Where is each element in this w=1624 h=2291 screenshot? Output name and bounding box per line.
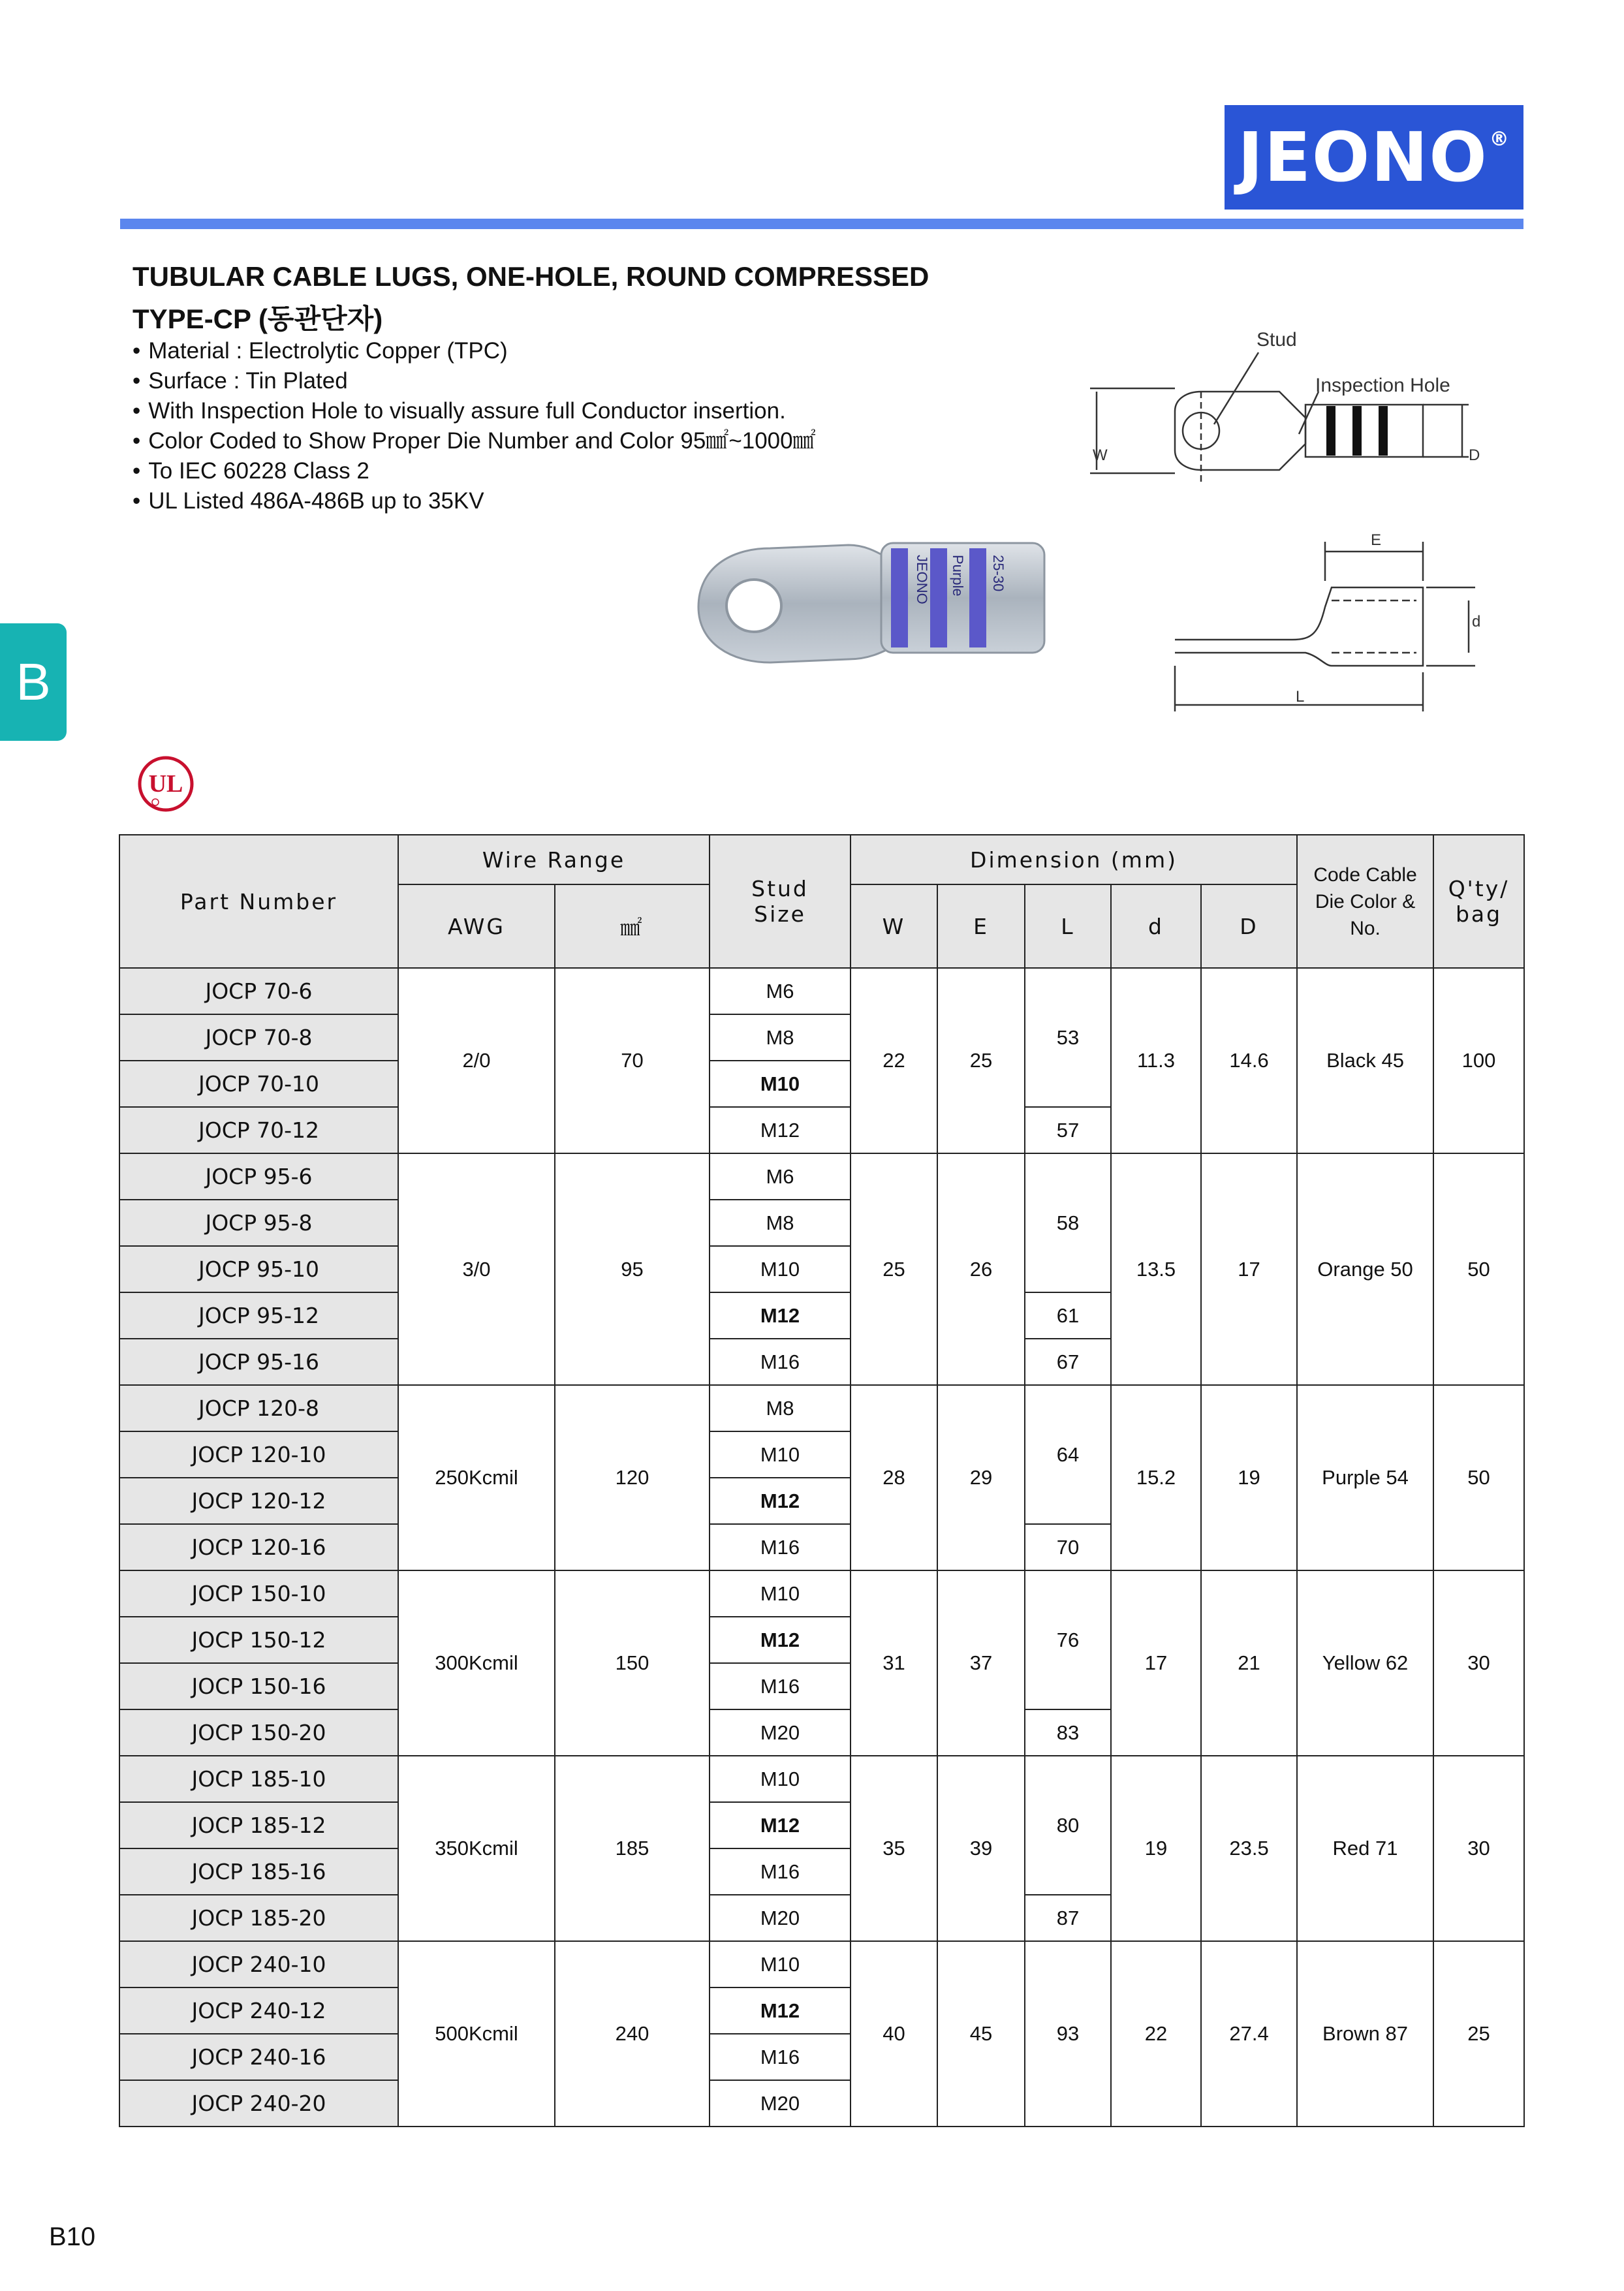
awg-cell: 250Kcmil	[398, 1385, 555, 1570]
qty-cell: 50	[1433, 1153, 1524, 1385]
page-subtitle: TYPE-CP (동관단자)	[133, 304, 383, 334]
stud-cell: M20	[710, 1709, 851, 1756]
part-number-cell: JOCP 70-10	[119, 1061, 398, 1107]
part-number-cell: JOCP 185-12	[119, 1802, 398, 1848]
w-cell: 22	[851, 968, 937, 1153]
header-code-line3: No.	[1350, 917, 1381, 939]
d-big-cell: 14.6	[1201, 968, 1297, 1153]
feature-item: • UL Listed 486A-486B up to 35KV	[133, 486, 816, 516]
feature-item: • With Inspection Hole to visually assure full Conductor insertion.	[133, 396, 816, 426]
d-big-cell: 27.4	[1201, 1941, 1297, 2127]
stud-cell: M12	[710, 1802, 851, 1848]
w-cell: 35	[851, 1756, 937, 1941]
brand-name: JEONO	[1238, 117, 1488, 197]
l-cell: 87	[1025, 1895, 1111, 1941]
part-number-cell: JOCP 240-20	[119, 2080, 398, 2127]
code-cell: Purple 54	[1297, 1385, 1433, 1570]
table-row	[119, 1385, 1524, 1431]
part-number-cell: JOCP 185-10	[119, 1756, 398, 1802]
header-e: E	[937, 884, 1025, 968]
l-label: L	[1296, 688, 1305, 706]
mm2-cell: 70	[555, 968, 710, 1153]
w-cell: 31	[851, 1570, 937, 1756]
e-cell: 29	[937, 1385, 1025, 1570]
part-number-cell: JOCP 185-20	[119, 1895, 398, 1941]
l-cell: 67	[1025, 1339, 1111, 1385]
d-small-cell: 19	[1111, 1756, 1201, 1941]
l-cell: 57	[1025, 1107, 1111, 1153]
awg-cell: 350Kcmil	[398, 1756, 555, 1941]
l-cell: 53	[1025, 968, 1111, 1107]
l-cell: 83	[1025, 1709, 1111, 1756]
w-cell: 25	[851, 1153, 937, 1385]
part-number-cell: JOCP 95-12	[119, 1292, 398, 1339]
stud-cell: M16	[710, 1848, 851, 1895]
header-divider	[120, 219, 1523, 229]
header-code-line2: Die Color &	[1315, 890, 1416, 912]
feature-item: • Material : Electrolytic Copper (TPC)	[133, 336, 816, 366]
header-d-big: D	[1201, 884, 1297, 968]
header-awg: AWG	[398, 884, 555, 968]
part-number-cell: JOCP 120-16	[119, 1524, 398, 1570]
d-small-cell: 17	[1111, 1570, 1201, 1756]
mm2-cell: 95	[555, 1153, 710, 1385]
ul-certification-icon	[136, 754, 196, 817]
l-cell: 70	[1025, 1524, 1111, 1570]
qty-cell: 25	[1433, 1941, 1524, 2127]
photo-size-text: 25-30	[990, 555, 1007, 592]
awg-cell: 500Kcmil	[398, 1941, 555, 2127]
technical-drawing	[1084, 326, 1501, 734]
header-qty-line2: bag	[1455, 901, 1503, 927]
d-lower-label: d	[1472, 613, 1481, 631]
stud-cell: M10	[710, 1570, 851, 1617]
part-number-cell: JOCP 120-10	[119, 1431, 398, 1478]
feature-item: • Surface : Tin Plated	[133, 366, 816, 396]
qty-cell: 30	[1433, 1570, 1524, 1756]
header-l: L	[1025, 884, 1111, 968]
stud-cell: M20	[710, 2080, 851, 2127]
feature-list	[133, 336, 816, 516]
product-photo	[685, 529, 1051, 689]
header-w: W	[851, 884, 937, 968]
w-cell: 28	[851, 1385, 937, 1570]
stud-cell: M10	[710, 1246, 851, 1292]
header-stud-size-line2: Size	[754, 901, 806, 927]
stud-cell: M12	[710, 1617, 851, 1663]
l-cell: 61	[1025, 1292, 1111, 1339]
stud-cell: M16	[710, 2034, 851, 2080]
header-dimension: Dimension (mm)	[851, 835, 1297, 884]
part-number-cell: JOCP 150-10	[119, 1570, 398, 1617]
spec-table	[119, 834, 1525, 2127]
header-code-line1: Code Cable	[1313, 864, 1417, 886]
stud-cell: M8	[710, 1014, 851, 1061]
part-number-cell: JOCP 150-20	[119, 1709, 398, 1756]
stud-cell: M10	[710, 1756, 851, 1802]
mm2-cell: 120	[555, 1385, 710, 1570]
e-label: E	[1371, 531, 1382, 549]
d-big-cell: 17	[1201, 1153, 1297, 1385]
code-cell: Yellow 62	[1297, 1570, 1433, 1756]
qty-cell: 30	[1433, 1756, 1524, 1941]
l-cell: 64	[1025, 1385, 1111, 1524]
stud-cell: M12	[710, 1107, 851, 1153]
stud-cell: M6	[710, 968, 851, 1014]
w-cell: 40	[851, 1941, 937, 2127]
e-cell: 26	[937, 1153, 1025, 1385]
d-small-cell: 11.3	[1111, 968, 1201, 1153]
stud-cell: M10	[710, 1941, 851, 1987]
l-cell: 80	[1025, 1756, 1111, 1895]
stud-cell: M10	[710, 1431, 851, 1478]
qty-cell: 100	[1433, 968, 1524, 1153]
d-small-cell: 22	[1111, 1941, 1201, 2127]
stud-cell: M8	[710, 1200, 851, 1246]
part-number-cell: JOCP 150-16	[119, 1663, 398, 1709]
mm2-cell: 150	[555, 1570, 710, 1756]
e-cell: 45	[937, 1941, 1025, 2127]
header-mm2: ㎟	[555, 884, 710, 968]
d-upper-label: D	[1469, 446, 1480, 464]
d-big-cell: 19	[1201, 1385, 1297, 1570]
qty-cell: 50	[1433, 1385, 1524, 1570]
stud-cell: M8	[710, 1385, 851, 1431]
d-big-cell: 21	[1201, 1570, 1297, 1756]
code-cell: Black 45	[1297, 968, 1433, 1153]
w-label: W	[1093, 446, 1108, 464]
stud-cell: M12	[710, 1478, 851, 1524]
part-number-cell: JOCP 150-12	[119, 1617, 398, 1663]
part-number-cell: JOCP 70-12	[119, 1107, 398, 1153]
header-stud-size	[710, 835, 851, 968]
part-number-cell: JOCP 185-16	[119, 1848, 398, 1895]
awg-cell: 2/0	[398, 968, 555, 1153]
d-small-cell: 15.2	[1111, 1385, 1201, 1570]
l-cell: 93	[1025, 1941, 1111, 2127]
stud-cell: M16	[710, 1339, 851, 1385]
stud-cell: M16	[710, 1524, 851, 1570]
awg-cell: 300Kcmil	[398, 1570, 555, 1756]
stud-cell: M16	[710, 1663, 851, 1709]
stud-cell: M12	[710, 1987, 851, 2034]
e-cell: 39	[937, 1756, 1025, 1941]
header-wire-range: Wire Range	[398, 835, 710, 884]
feature-item: • To IEC 60228 Class 2	[133, 456, 816, 486]
code-cell: Red 71	[1297, 1756, 1433, 1941]
d-big-cell: 23.5	[1201, 1756, 1297, 1941]
l-cell: 58	[1025, 1153, 1111, 1292]
part-number-cell: JOCP 240-12	[119, 1987, 398, 2034]
registered-mark: ®	[1489, 127, 1510, 151]
table-row	[119, 1153, 1524, 1200]
page-number: B10	[49, 2222, 96, 2251]
header-stud-size-line1: Stud	[751, 876, 809, 901]
code-cell: Brown 87	[1297, 1941, 1433, 2127]
part-number-cell: JOCP 120-8	[119, 1385, 398, 1431]
part-number-cell: JOCP 120-12	[119, 1478, 398, 1524]
page-title: TUBULAR CABLE LUGS, ONE-HOLE, ROUND COMPRESSED	[133, 261, 929, 292]
awg-cell: 3/0	[398, 1153, 555, 1385]
header-code-cable	[1297, 835, 1433, 968]
part-number-cell: JOCP 240-10	[119, 1941, 398, 1987]
brand-logo	[1225, 105, 1523, 210]
table-row	[119, 1756, 1524, 1802]
stud-cell: M20	[710, 1895, 851, 1941]
header-qty	[1433, 835, 1524, 968]
part-number-cell: JOCP 95-8	[119, 1200, 398, 1246]
header-d-small: d	[1111, 884, 1201, 968]
part-number-cell: JOCP 70-8	[119, 1014, 398, 1061]
table-row	[119, 1941, 1524, 1987]
photo-brand-text: JEONO	[914, 555, 930, 604]
feature-item: • Color Coded to Show Proper Die Number and Color 95㎟~1000㎟	[133, 426, 816, 456]
e-cell: 25	[937, 968, 1025, 1153]
part-number-cell: JOCP 240-16	[119, 2034, 398, 2080]
mm2-cell: 185	[555, 1756, 710, 1941]
part-number-cell: JOCP 95-16	[119, 1339, 398, 1385]
e-cell: 37	[937, 1570, 1025, 1756]
ul-mark-text: UL	[148, 770, 183, 798]
part-number-cell: JOCP 95-6	[119, 1153, 398, 1200]
d-small-cell: 13.5	[1111, 1153, 1201, 1385]
stud-cell: M6	[710, 1153, 851, 1200]
table-row	[119, 1570, 1524, 1617]
table-row	[119, 968, 1524, 1014]
l-cell: 76	[1025, 1570, 1111, 1709]
section-tab: B	[0, 623, 67, 741]
mm2-cell: 240	[555, 1941, 710, 2127]
part-number-cell: JOCP 70-6	[119, 968, 398, 1014]
photo-color-text: Purple	[950, 555, 966, 597]
part-number-cell: JOCP 95-10	[119, 1246, 398, 1292]
stud-cell: M10	[710, 1061, 851, 1107]
header-part-number: Part Number	[119, 835, 398, 968]
stud-cell: M12	[710, 1292, 851, 1339]
stud-label: Stud	[1257, 329, 1297, 351]
header-qty-line1: Q'ty/	[1448, 876, 1510, 901]
code-cell: Orange 50	[1297, 1153, 1433, 1385]
inspection-hole-label: Inspection Hole	[1315, 375, 1450, 396]
